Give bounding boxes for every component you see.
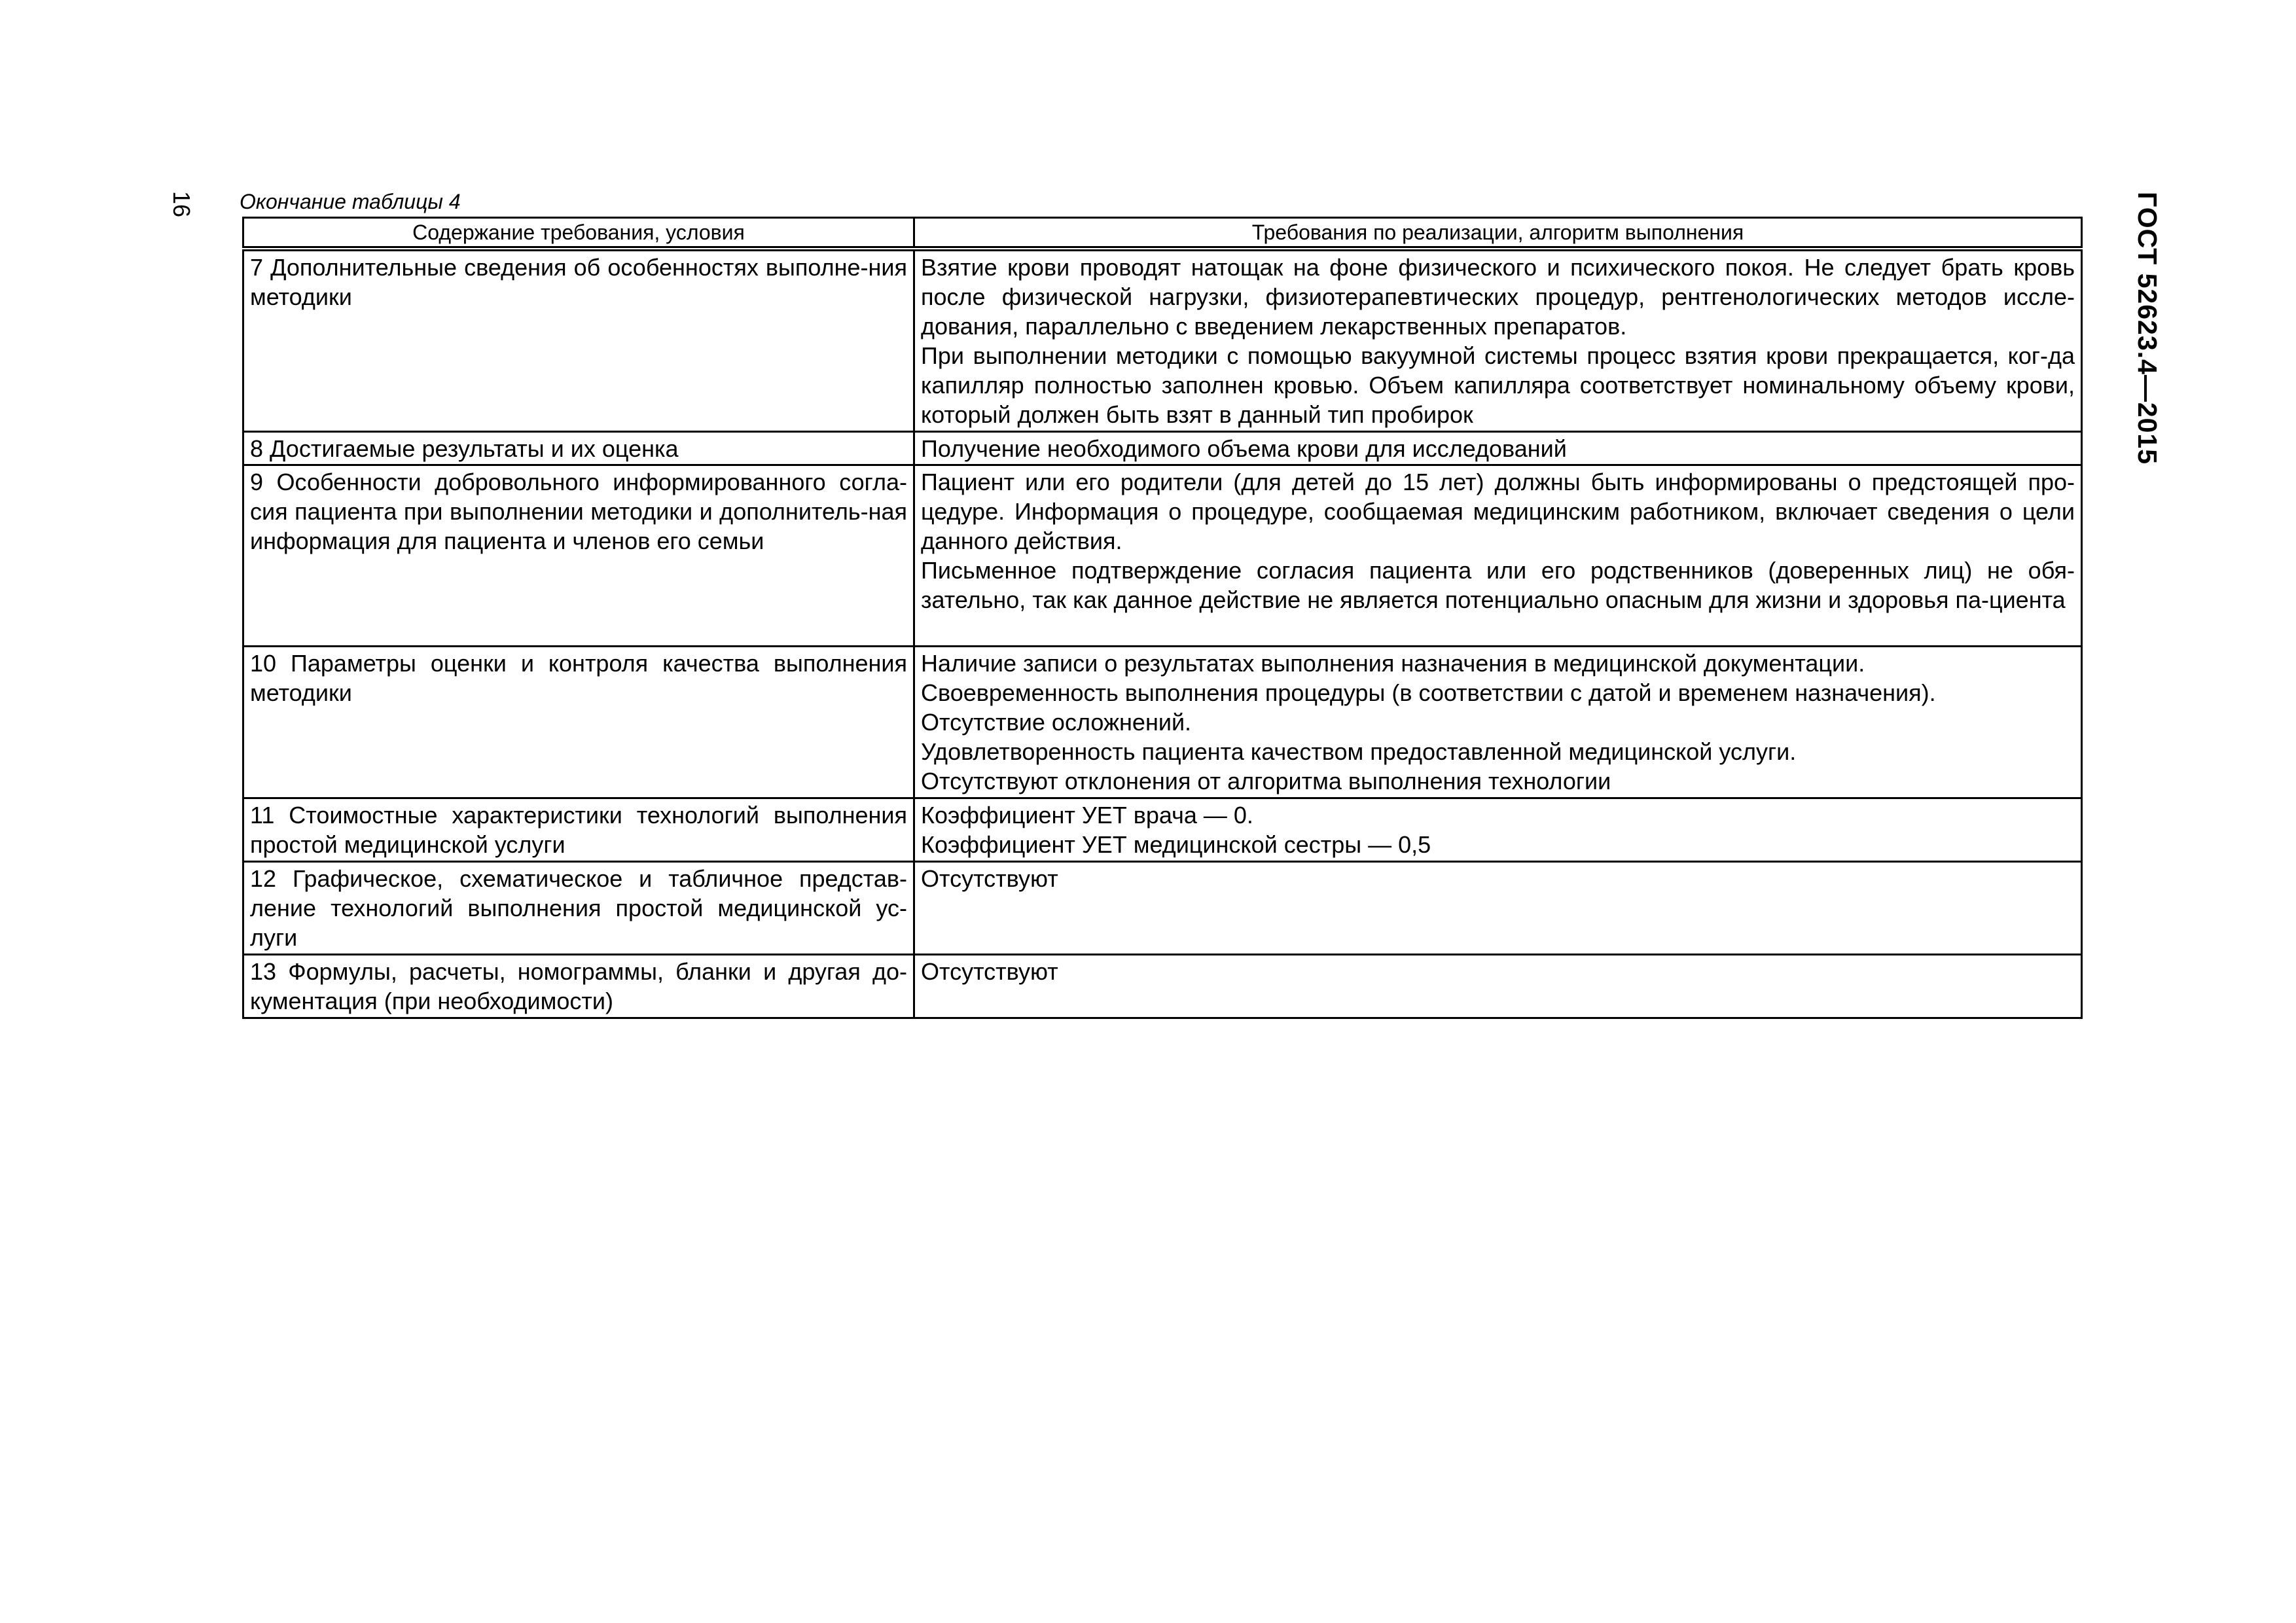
implementation-paragraph: Взятие крови проводят натощак на фоне физического и психического покоя. Не следует брать кровь после физической нагрузки, физиотерапевтических процедур, рентгенологических методов иссле-дования, параллельно с введением лекарственных препаратов. <box>921 254 2075 340</box>
requirement-cell <box>243 249 914 432</box>
table-caption: Окончание таблицы 4 <box>240 190 461 213</box>
implementation-cell <box>914 249 2082 432</box>
column-header-requirement: Содержание требования, условия <box>243 218 914 249</box>
table-row <box>243 798 2082 862</box>
requirement-text: 7 Дополнительные сведения об особенностях выполне-ния методики <box>250 254 907 310</box>
implementation-paragraph: Коэффициент УЕТ медицинской сестры — 0,5 <box>921 831 1431 858</box>
implementation-paragraph: Получение необходимого объема крови для исследований <box>921 435 1567 462</box>
implementation-paragraph: Отсутствие осложнений. <box>921 709 1192 736</box>
requirement-text: 10 Параметры оценки и контроля качества выполнения методики <box>250 650 907 706</box>
implementation-paragraph: Своевременность выполнения процедуры (в соответствии с датой и временем назначения). <box>921 679 1936 706</box>
implementation-cell <box>914 647 2082 798</box>
implementation-paragraph: Отсутствуют отклонения от алгоритма выполнения технологии <box>921 768 1611 794</box>
table-header-row <box>243 218 2082 249</box>
requirements-table <box>242 217 2083 1019</box>
requirement-cell <box>243 432 914 465</box>
requirement-text: 11 Стоимостные характеристики технологий выполнения простой медицинской услуги <box>250 802 907 858</box>
implementation-paragraph: Наличие записи о результатах выполнения назначения в медицинской документации. <box>921 650 1865 677</box>
requirement-text: 13 Формулы, расчеты, номограммы, бланки и другая до-кументация (при необходимости) <box>250 958 907 1014</box>
implementation-cell <box>914 955 2082 1018</box>
requirement-cell <box>243 798 914 862</box>
implementation-cell <box>914 862 2082 955</box>
requirement-cell <box>243 862 914 955</box>
standard-code: ГОСТ 52623.4—2015 <box>2132 192 2162 465</box>
requirement-text: 8 Достигаемые результаты и их оценка <box>250 435 679 462</box>
column-header-implementation: Требования по реализации, алгоритм выполнения <box>914 218 2082 249</box>
requirement-text: 9 Особенности добровольного информированного согла-сия пациента при выполнении методики и дополнитель-ная информация для пациента и членов его семьи <box>250 469 907 554</box>
table-row <box>243 432 2082 465</box>
implementation-cell <box>914 465 2082 647</box>
implementation-paragraph: При выполнении методики с помощью вакуумной системы процесс взятия крови прекращается, ког-да капилляр полностью заполнен кровью. Объем капилляра соответствует номинальному объему крови, который должен быть взят в данный тип пробирок <box>921 342 2075 428</box>
table-row <box>243 647 2082 798</box>
implementation-paragraph: Удовлетворенность пациента качеством предоставленной медицинской услуги. <box>921 738 1797 765</box>
table-row <box>243 955 2082 1018</box>
requirement-cell <box>243 647 914 798</box>
implementation-paragraph: Коэффициент УЕТ врача — 0. <box>921 802 1253 829</box>
implementation-paragraph: Пациент или его родители (для детей до 15 лет) должны быть информированы о предстоящей про-цедуре. Информация о процедуре, сообщаемая медицинским работником, включает сведения о цели данного действия. <box>921 469 2075 554</box>
requirement-cell <box>243 465 914 647</box>
implementation-cell <box>914 432 2082 465</box>
requirement-cell <box>243 955 914 1018</box>
implementation-paragraph: Письменное подтверждение согласия пациента или его родственников (доверенных лиц) не обя-зательно, так как данное действие не является потенциально опасным для жизни и здоровья па-циента <box>921 557 2075 613</box>
requirement-text: 12 Графическое, схематическое и табличное представ-ление технологий выполнения простой медицинской ус-луги <box>250 865 907 951</box>
implementation-paragraph: Отсутствуют <box>921 865 1058 892</box>
table-row <box>243 249 2082 432</box>
table-row <box>243 465 2082 647</box>
table-row <box>243 862 2082 955</box>
page-number: 16 <box>168 191 195 218</box>
implementation-cell <box>914 798 2082 862</box>
implementation-paragraph: Отсутствуют <box>921 958 1058 985</box>
